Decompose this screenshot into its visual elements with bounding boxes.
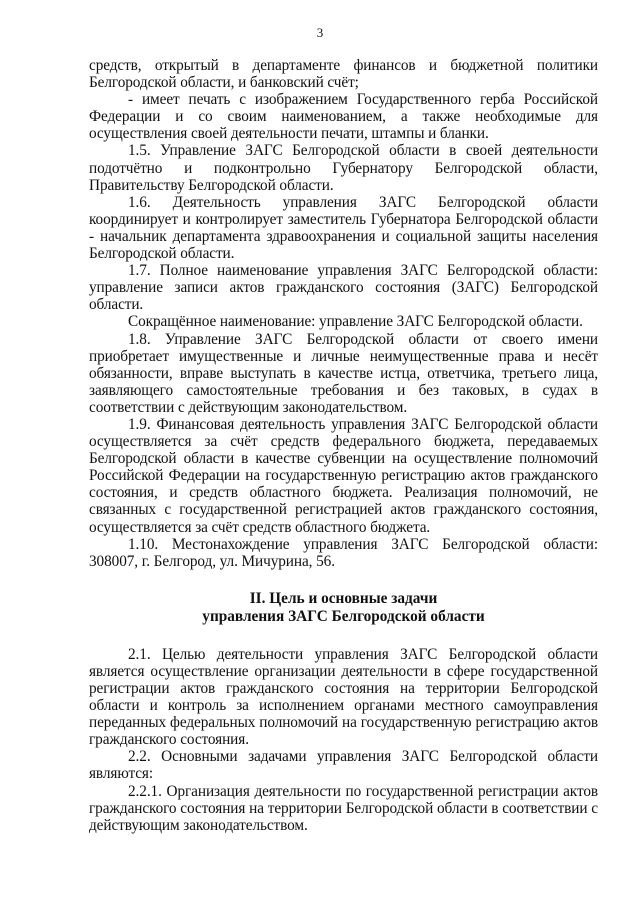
paragraph-2-1: 2.1. Целью деятельности управления ЗАГС Белгородской области является осуществление организации деятельности в сфере государственной регистрации актов гражданского состояния на территории Белгородской области и контроль за исполнением органами местного самоуправления переданных федеральных полномочий на государственную регистрацию актов гражданского состояния.	[89, 645, 598, 749]
section-1-continuation	[89, 57, 598, 570]
paragraph-1-7: 1.7. Полное наименование управления ЗАГС Белгородской области: управление записи актов гражданского состояния (ЗАГС) Белгородской области.	[89, 262, 598, 314]
paragraph-2-2-1: 2.2.1. Организация деятельности по государственной регистрации актов гражданского состояния на территории Белгородской области в соответствии с действующим законодательством.	[89, 782, 598, 834]
paragraph-1-6: 1.6. Деятельность управления ЗАГС Белгородской области координирует и контролирует заместитель Губернатора Белгородской области - начальник департамента здравоохранения и социальной защиты населения Белгородской области.	[89, 193, 598, 263]
paragraph-seal: - имеет печать с изображением Государственного герба Российской Федерации и со своим наименованием, а также необходимые для осуществления своей деятельности печати, штампы и бланки.	[89, 91, 598, 143]
paragraph-1-8: 1.8. Управление ЗАГС Белгородской области от своего имени приобретает имущественные и личные неимущественные права и несёт обязанности, вправе выступать в качестве истца, ответчика, третьего лица, заявляющего самостоятельные требования и без таковых, в судах в соответствии с действующим законодательством.	[89, 330, 598, 416]
section-heading-line-1: II. Цель и основные задачи	[249, 589, 438, 607]
section-2-body	[89, 646, 598, 834]
section-heading-line-2: управления ЗАГС Белгородской области	[202, 607, 485, 625]
paragraph-short: Сокращённое наименование: управление ЗАГС Белгородской области.	[128, 313, 583, 331]
document-body	[89, 57, 598, 834]
paragraph-1-9: 1.9. Финансовая деятельность управления ЗАГС Белгородской области осуществляется за счёт средств федерального бюджета, передаваемых Белгородской области в качестве субвенции на осуществление полномочий Российской Федерации на государственную регистрацию актов гражданского состояния, и средств областного бюджета. Реализация полномочий, не связанных с государственной регистрацией актов гражданского состояния, осуществляется за счёт средств областного бюджета.	[89, 415, 598, 536]
paragraph-1-5: 1.5. Управление ЗАГС Белгородской области в своей деятельности подотчётно и подконтрольно Губернатору Белгородской области, Правительству Белгородской области.	[89, 142, 598, 194]
paragraph-cont: средств, открытый в департаменте финансов и бюджетной политики Белгородской области, и банковский счёт;	[89, 57, 598, 92]
section-heading	[89, 590, 598, 626]
page-number: 3	[316, 25, 324, 40]
paragraph-1-10: 1.10. Местонахождение управления ЗАГС Белгородской области: 308007, г. Белгород, ул. Мичурина, 56.	[89, 535, 598, 570]
paragraph-2-2: 2.2. Основными задачами управления ЗАГС Белгородской области являются:	[89, 748, 598, 783]
